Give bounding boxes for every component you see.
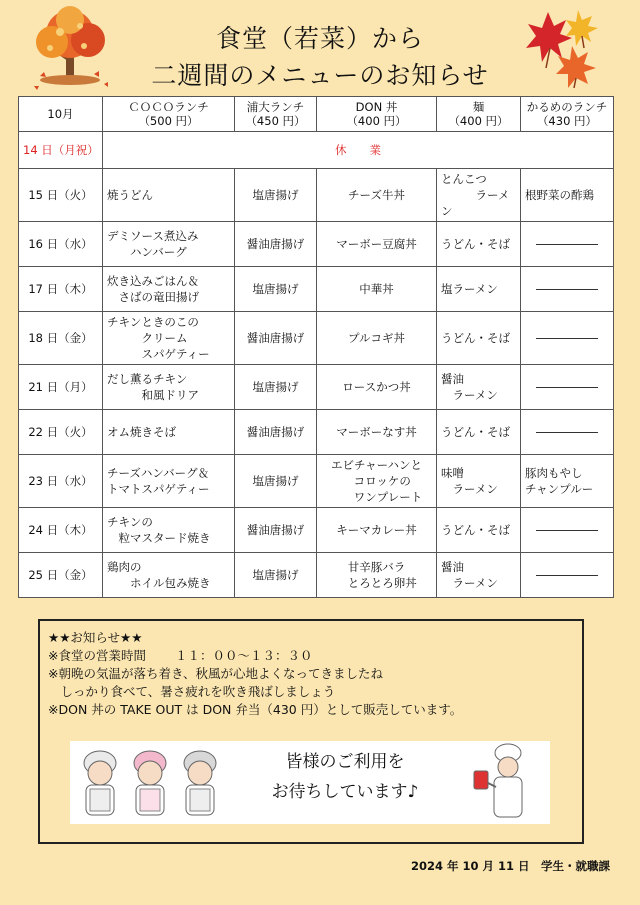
coco-cell: チキンときのこの クリーム スパゲティー [103,312,235,365]
karume-cell: 根野菜の酢鶏 [521,169,614,222]
coco-cell: チキンの 粒マスタード焼き [103,508,235,553]
cafeteria-staff-icon [76,745,226,821]
table-row [19,455,614,508]
date-cell: 24 日（木） [19,508,103,553]
karume-cell: 豚肉もやし チャンプルー [521,455,614,508]
table-row [19,267,614,312]
menu-table [18,96,614,598]
welcome-banner [70,741,550,824]
title-line-1: 食堂（若菜）から [215,24,424,53]
karume-cell [521,553,614,598]
don-cell: ロースかつ丼 [317,365,437,410]
noodle-cell: 醤油 ラーメン [437,553,521,598]
empty-dash [536,432,598,433]
karume-cell [521,222,614,267]
notice-hours: ※食堂の営業時間 １１：００～１３：３０ [48,648,313,663]
urawa-cell: 醤油唐揚げ [235,508,317,553]
don-cell: マーボー豆腐丼 [317,222,437,267]
coco-cell: 炊き込みごはん＆ さばの竜田揚げ [103,267,235,312]
autumn-tree-icon [22,4,120,94]
empty-dash [536,338,598,339]
date-cell: 18 日（金） [19,312,103,365]
don-cell: キーマカレー丼 [317,508,437,553]
header-don: DON 丼 （400 円） [317,97,437,132]
urawa-cell: 醤油唐揚げ [235,222,317,267]
karume-cell [521,312,614,365]
table-row [19,169,614,222]
holiday-label: 休 業 [103,132,614,169]
table-row [19,410,614,455]
noodle-cell: うどん・そば [437,508,521,553]
notice-box [38,619,584,844]
noodle-cell: うどん・そば [437,410,521,455]
karume-cell [521,508,614,553]
header-coco-lunch: ＣＯＣＯランチ （500 円） [103,97,235,132]
empty-dash [536,244,598,245]
date-cell: 16 日（水） [19,222,103,267]
date-cell: 22 日（火） [19,410,103,455]
date-cell: 23 日（水） [19,455,103,508]
urawa-cell: 塩唐揚げ [235,267,317,312]
notice-weather: ※朝晩の気温が落ち着き、秋風が心地よくなってきましたね [48,666,383,681]
table-row [19,365,614,410]
empty-dash [536,530,598,531]
table-row [19,508,614,553]
coco-cell: デミソース煮込み ハンバーグ [103,222,235,267]
don-cell: プルコギ丼 [317,312,437,365]
coco-cell: オム焼きそば [103,410,235,455]
table-header-row [19,97,614,132]
header-karume-lunch: かるめのランチ （430 円） [521,97,614,132]
welcome-line-1: 皆様のご利用を [285,752,405,772]
urawa-cell: 醤油唐揚げ [235,410,317,455]
urawa-cell: 塩唐揚げ [235,169,317,222]
maple-leaves-icon [524,8,604,90]
noodle-cell: 醤油 ラーメン [437,365,521,410]
coco-cell: だし薫るチキン 和風ドリア [103,365,235,410]
chef-icon [470,743,542,823]
holiday-row [19,132,614,169]
don-cell: エビチャーハンと コロッケの ワンプレート [317,455,437,508]
footer-date-office: 2024 年 10 月 11 日 学生・就職課 [410,859,610,873]
table-row [19,312,614,365]
noodle-cell: うどん・そば [437,222,521,267]
header-noodles: 麺 （400 円） [437,97,521,132]
coco-cell: 鶏肉の ホイル包み焼き [103,553,235,598]
date-cell: 15 日（火） [19,169,103,222]
notice-heading: ★★お知らせ★★ [48,630,143,645]
noodle-cell: うどん・そば [437,312,521,365]
don-cell: チーズ牛丼 [317,169,437,222]
urawa-cell: 塩唐揚げ [235,553,317,598]
urawa-cell: 塩唐揚げ [235,365,317,410]
date-cell: 25 日（金） [19,553,103,598]
holiday-date: 14 日（月祝） [19,132,103,169]
date-cell: 21 日（月） [19,365,103,410]
karume-cell [521,365,614,410]
empty-dash [536,387,598,388]
notice-eat-well: しっかり食べて、暑さ疲れを吹き飛ばしましょう [48,684,336,699]
noodle-cell: 塩ラーメン [437,267,521,312]
karume-cell [521,267,614,312]
header-urawa-lunch: 浦大ランチ （450 円） [235,97,317,132]
welcome-line-2: お待ちしています♪ [271,782,419,802]
don-cell: 甘辛豚バラ とろとろ卵丼 [317,553,437,598]
title-line-2: 二週間のメニューのお知らせ [151,61,489,90]
noodle-cell: とんこつ ラーメン [437,169,521,222]
noodle-cell: 味噌 ラーメン [437,455,521,508]
header-month: 10月 [19,97,103,132]
coco-cell: 焼うどん [103,169,235,222]
table-row [19,222,614,267]
don-cell: 中華丼 [317,267,437,312]
don-cell: マーボーなす丼 [317,410,437,455]
urawa-cell: 醤油唐揚げ [235,312,317,365]
date-cell: 17 日（木） [19,267,103,312]
table-row [19,553,614,598]
urawa-cell: 塩唐揚げ [235,455,317,508]
coco-cell: チーズハンバーグ＆ トマトスパゲティー [103,455,235,508]
notice-lines [48,629,462,719]
empty-dash [536,575,598,576]
karume-cell [521,410,614,455]
welcome-message [230,747,460,807]
empty-dash [536,289,598,290]
notice-takeout: ※DON 丼の TAKE OUT は DON 弁当（430 円）として販売しています。 [48,702,463,717]
